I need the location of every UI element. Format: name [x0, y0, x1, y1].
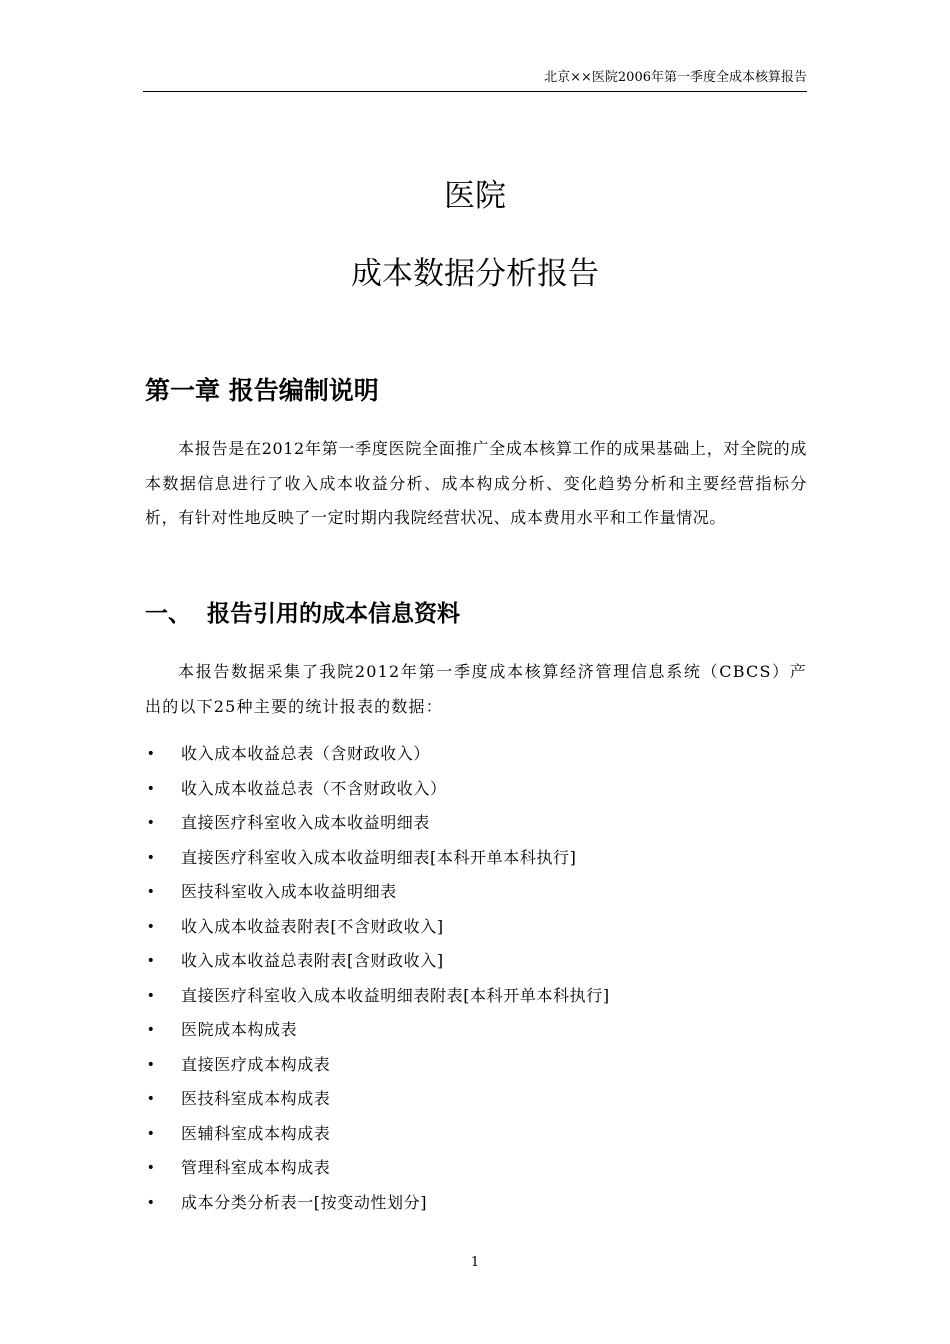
chapter-heading: 第一章 报告编制说明 — [145, 376, 379, 405]
list-item-text: 直接医疗成本构成表 — [181, 1054, 331, 1074]
bullet-icon: • — [146, 849, 156, 866]
list-item-text: 医院成本构成表 — [181, 1020, 298, 1039]
document-title-line-1: 医院 — [444, 178, 506, 214]
list-item — [145, 1151, 807, 1186]
list-item-text: 医技科室成本构成表 — [181, 1089, 331, 1108]
running-header: 北京××医院2006年第一季度全成本核算报告 — [544, 70, 807, 85]
section-number: 一、 — [145, 601, 191, 627]
list-item — [145, 944, 807, 979]
chapter-intro-paragraph: 本报告是在2012年第一季度医院全面推广全成本核算工作的成果基础上，对全院的成本数据信息进行了收入成本收益分析、成本构成分析、变化趋势分析和主要经营指标分析，有针对性地反映了一定时期内我院经营状况、成本费用水平和工作量情况。 — [145, 439, 807, 527]
list-item — [145, 1048, 807, 1083]
bullet-icon: • — [146, 815, 156, 831]
list-item — [145, 875, 807, 910]
list-item — [145, 806, 807, 841]
bullet-icon: • — [146, 1056, 156, 1073]
list-item-text: 直接医疗科室收入成本收益明细表 — [181, 813, 431, 832]
list-item-text: 成本分类分析表一[按变动性划分] — [181, 1192, 428, 1212]
bullet-icon: • — [146, 1160, 156, 1176]
list-item — [145, 1013, 807, 1048]
section-intro-paragraph: 本报告数据采集了我院2012年第一季度成本核算经济管理信息系统（CBCS）产出的以下25种主要的统计报表的数据： — [145, 662, 807, 716]
report-list — [145, 737, 807, 1220]
bullet-icon: • — [146, 746, 156, 762]
list-item-text: 管理科室成本构成表 — [181, 1158, 331, 1177]
list-item-text: 收入成本收益表附表[不含财政收入] — [181, 916, 444, 936]
list-item-text: 直接医疗科室收入成本收益明细表附表[本科开单本科执行] — [181, 985, 610, 1005]
list-item — [145, 772, 807, 807]
bullet-icon: • — [146, 780, 156, 797]
document-title-line-2: 成本数据分析报告 — [351, 256, 599, 292]
list-item-text: 直接医疗科室收入成本收益明细表[本科开单本科执行] — [181, 847, 577, 867]
bullet-icon: • — [146, 918, 156, 935]
list-item-text: 医辅科室成本构成表 — [181, 1123, 331, 1143]
bullet-icon: • — [146, 1194, 156, 1211]
list-item-text: 收入成本收益总表（含财政收入） — [181, 744, 431, 763]
bullet-icon: • — [146, 1091, 156, 1107]
page-number: 1 — [470, 1255, 480, 1270]
section-heading — [145, 596, 460, 632]
header-rule — [143, 91, 807, 92]
list-item-text: 收入成本收益总表附表[含财政收入] — [181, 951, 444, 970]
list-item — [145, 1186, 807, 1221]
list-item — [145, 979, 807, 1014]
list-item-text: 医技科室收入成本收益明细表 — [181, 882, 397, 901]
list-item — [145, 841, 807, 876]
bullet-icon: • — [146, 953, 156, 969]
bullet-icon: • — [146, 884, 156, 900]
list-item — [145, 910, 807, 945]
list-item — [145, 1082, 807, 1117]
bullet-icon: • — [146, 1022, 156, 1038]
list-item — [145, 737, 807, 772]
list-item — [145, 1117, 807, 1152]
list-item-text: 收入成本收益总表（不含财政收入） — [181, 778, 447, 798]
bullet-icon: • — [146, 987, 156, 1004]
section-title: 报告引用的成本信息资料 — [207, 601, 460, 627]
bullet-icon: • — [146, 1125, 156, 1142]
